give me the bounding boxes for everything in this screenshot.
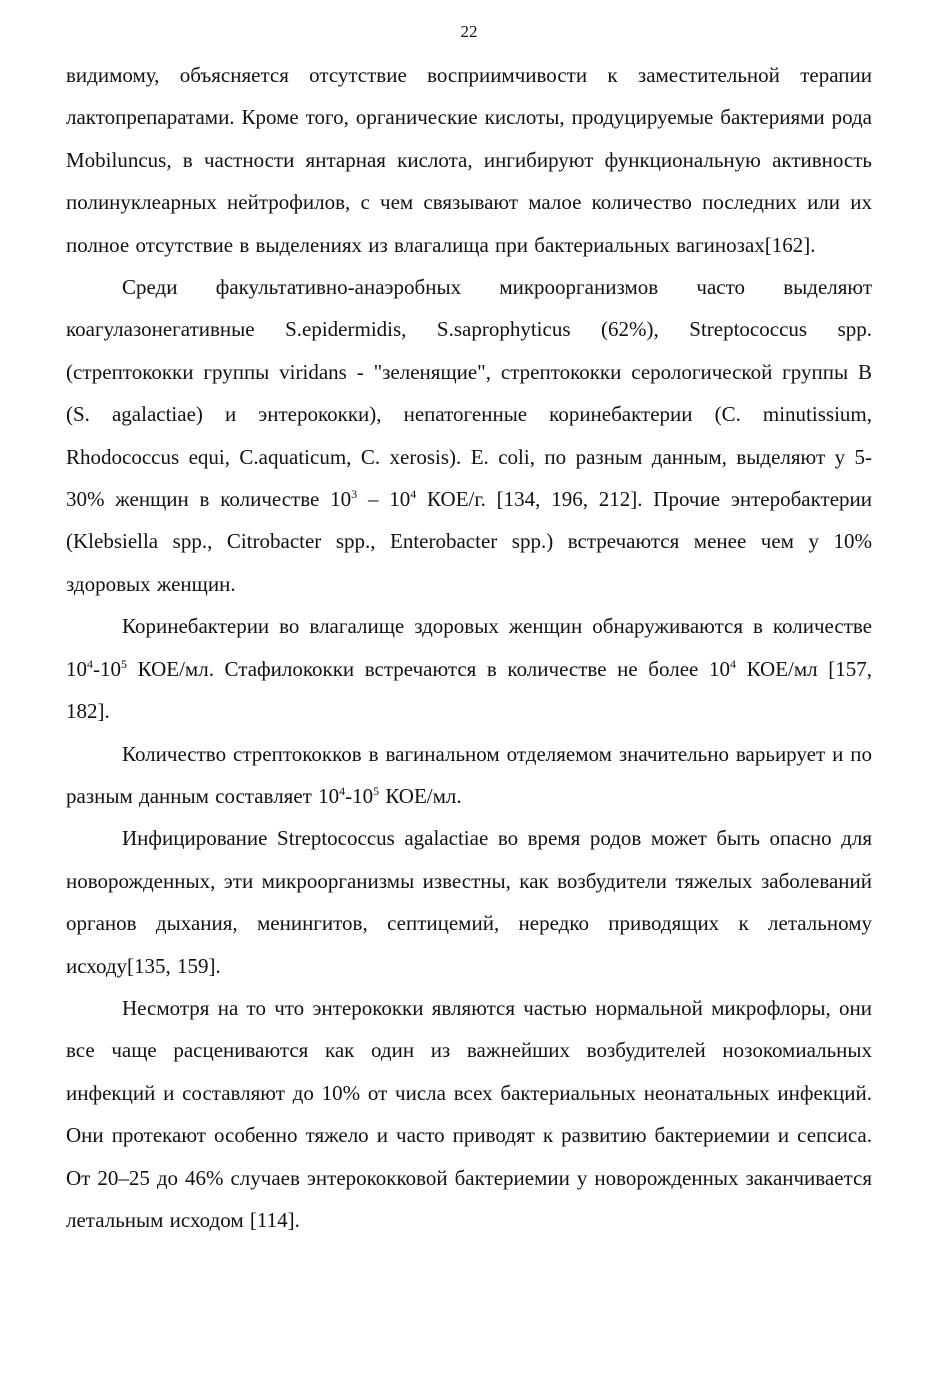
text-run: Среди факультативно-анаэробных микроорганизмов часто выделяют коагулазонегативные S.epidermidis, S.saprophyticus (62%), Streptococcus spp. (стрептококки группы viridans - "зеленящие", стрептококки серологической группы В (S. agalactiae) и энтерококки), непатогенные коринебактерии (С. minutissium, Rhodococcus equi, C.aquaticum, С. xerosis). Е. coli, по разным данным, выделяют у 5-30% женщин в количестве 10 xyxy=(66,275,872,512)
text-run: – 10 xyxy=(357,487,411,512)
body-text xyxy=(66,54,872,1241)
text-run: -10 xyxy=(93,656,121,681)
superscript-exponent: 4 xyxy=(729,656,736,671)
text-run: Несмотря на то что энтерококки являются частью нормальной микрофлоры, они все чаще расцениваются как один из важнейших возбудителей нозокомиальных инфекций и составляют до 10% от числа всех бактериальных неонатальных инфекций. Они протекают особенно тяжело и часто приводят к развитию бактериемии и сепсиса. От 20–25 до 46% случаев энтерококковой бактериемии у новорожденных заканчивается летальным исходом [114]. xyxy=(66,995,872,1232)
text-run: Инфицирование Streptococcus agalactiae во время родов может быть опасно для новорожденных, эти микроорганизмы известны, как возбудители тяжелых заболеваний органов дыхания, менингитов, септицемий, нередко приводящих к летальному исходу[135, 159]. xyxy=(66,826,872,978)
paragraph xyxy=(66,817,872,987)
text-run: видимому, объясняется отсутствие восприимчивости к заместительной терапии лактопрепаратами. Кроме того, органические кислоты, продуцируемые бактериями рода Mobiluncus, в частности янтарная кислота, ингибируют функциональную активность полинуклеарных нейтрофилов, с чем связывают малое количество последних или их полное отсутствие в выделениях из влагалища при бактериальных вагинозах[162]. xyxy=(66,63,872,257)
paragraph xyxy=(66,54,872,266)
text-run: Коринебактерии во влагалище здоровых женщин обнаруживаются в количестве 10 xyxy=(66,614,872,681)
paragraph xyxy=(66,605,872,732)
superscript-exponent: 4 xyxy=(87,656,93,671)
superscript-exponent: 5 xyxy=(121,656,127,671)
text-run: КОЕ/мл. Стафилококки встречаются в количестве не более 10 xyxy=(127,656,730,681)
superscript-exponent: 3 xyxy=(351,487,358,502)
superscript-exponent: 4 xyxy=(339,783,346,798)
text-run: КОЕ/мл [157, 182]. xyxy=(66,656,872,724)
page-number: 22 xyxy=(460,22,478,41)
text-run: КОЕ/мл. xyxy=(379,783,462,808)
paragraph xyxy=(66,987,872,1241)
text-run: КОЕ/г. [134, 196, 212]. Прочие энтеробактерии (Klebsiella spp., Citrobacter spp., Enterobacter spp.) встречаются менее чем у 10% здоровых женщин. xyxy=(66,487,872,596)
text-run: Количество стрептококков в вагинальном отделяемом значительно варьирует и по разным данным составляет 10 xyxy=(66,741,872,808)
paragraph xyxy=(66,266,872,605)
text-run: -10 xyxy=(345,783,374,808)
superscript-exponent: 5 xyxy=(373,783,380,798)
paragraph xyxy=(66,733,872,818)
superscript-exponent: 4 xyxy=(410,487,417,502)
